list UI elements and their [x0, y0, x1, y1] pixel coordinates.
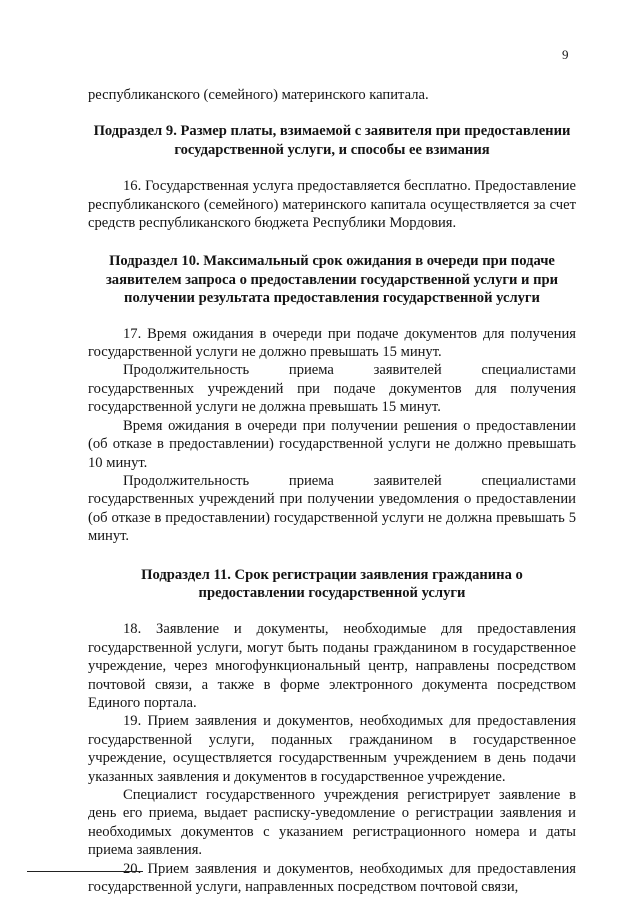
- paragraph-17-c: Время ожидания в очереди при получении решения о предоставлении (об отказе в предоставлении) государственной услуги не должно превышать 10 минут.: [88, 417, 576, 471]
- section-9-heading: Подраздел 9. Размер платы, взимаемой с заявителя при предоставлении государственной услуги, и способы ее взимания: [93, 123, 571, 158]
- section-11-heading: Подраздел 11. Срок регистрации заявления гражданина о предоставлении государственной услуги: [141, 566, 523, 601]
- paragraph-19-a: 19. Прием заявления и документов, необходимых для предоставления государственной услуги, поданных гражданином в государственное учреждение, осуществляется государственным учреждением в день подачи указанных заявления и документов в государственное учреждение.: [88, 713, 576, 785]
- page-number: 9: [562, 47, 569, 62]
- paragraph-19-b: Специалист государственного учреждения регистрирует заявление в день его приема, выдает расписку-уведомление о регистрации заявления и необходимых документов с указанием регистрационного номера и даты приема заявления.: [88, 787, 576, 859]
- paragraph-16: 16. Государственная услуга предоставляется бесплатно. Предоставление республиканского (семейного) материнского капитала осуществляется за счет средств республиканского бюджета Республики Мордовия.: [88, 178, 576, 232]
- paragraph-17-a: 17. Время ожидания в очереди при подаче документов для получения государственной услуги не должно превышать 15 минут.: [88, 325, 576, 361]
- footnote-separator: [27, 871, 143, 872]
- intro-line: республиканского (семейного) материнского капитала.: [88, 87, 429, 103]
- paragraph-20: 20. Прием заявления и документов, необходимых для предоставления государственной услуги, направленных посредством почтовой связи,: [88, 860, 576, 896]
- document-body: [88, 86, 576, 896]
- section-10-heading: Подраздел 10. Максимальный срок ожидания в очереди при подаче заявителем запроса о предоставлении государственной услуги и при получении результата предоставления государственной услуги: [105, 253, 559, 307]
- paragraph-17-b: Продолжительность приема заявителей специалистами государственных учреждений при подаче документов для получения государственной услуги не должна превышать 15 минут.: [88, 362, 576, 416]
- paragraph-17-d: Продолжительность приема заявителей специалистами государственных учреждений при получении уведомления о предоставлении (об отказе в предоставлении) государственной услуги не должна превышать 5 минут.: [88, 472, 576, 545]
- paragraph-18: 18. Заявление и документы, необходимые для предоставления государственной услуги, могут быть поданы гражданином в государственное учреждение, через многофункциональный центр, направлены посредством почтовой связи, а также в форме электронного документа посредством Единого портала.: [88, 621, 576, 711]
